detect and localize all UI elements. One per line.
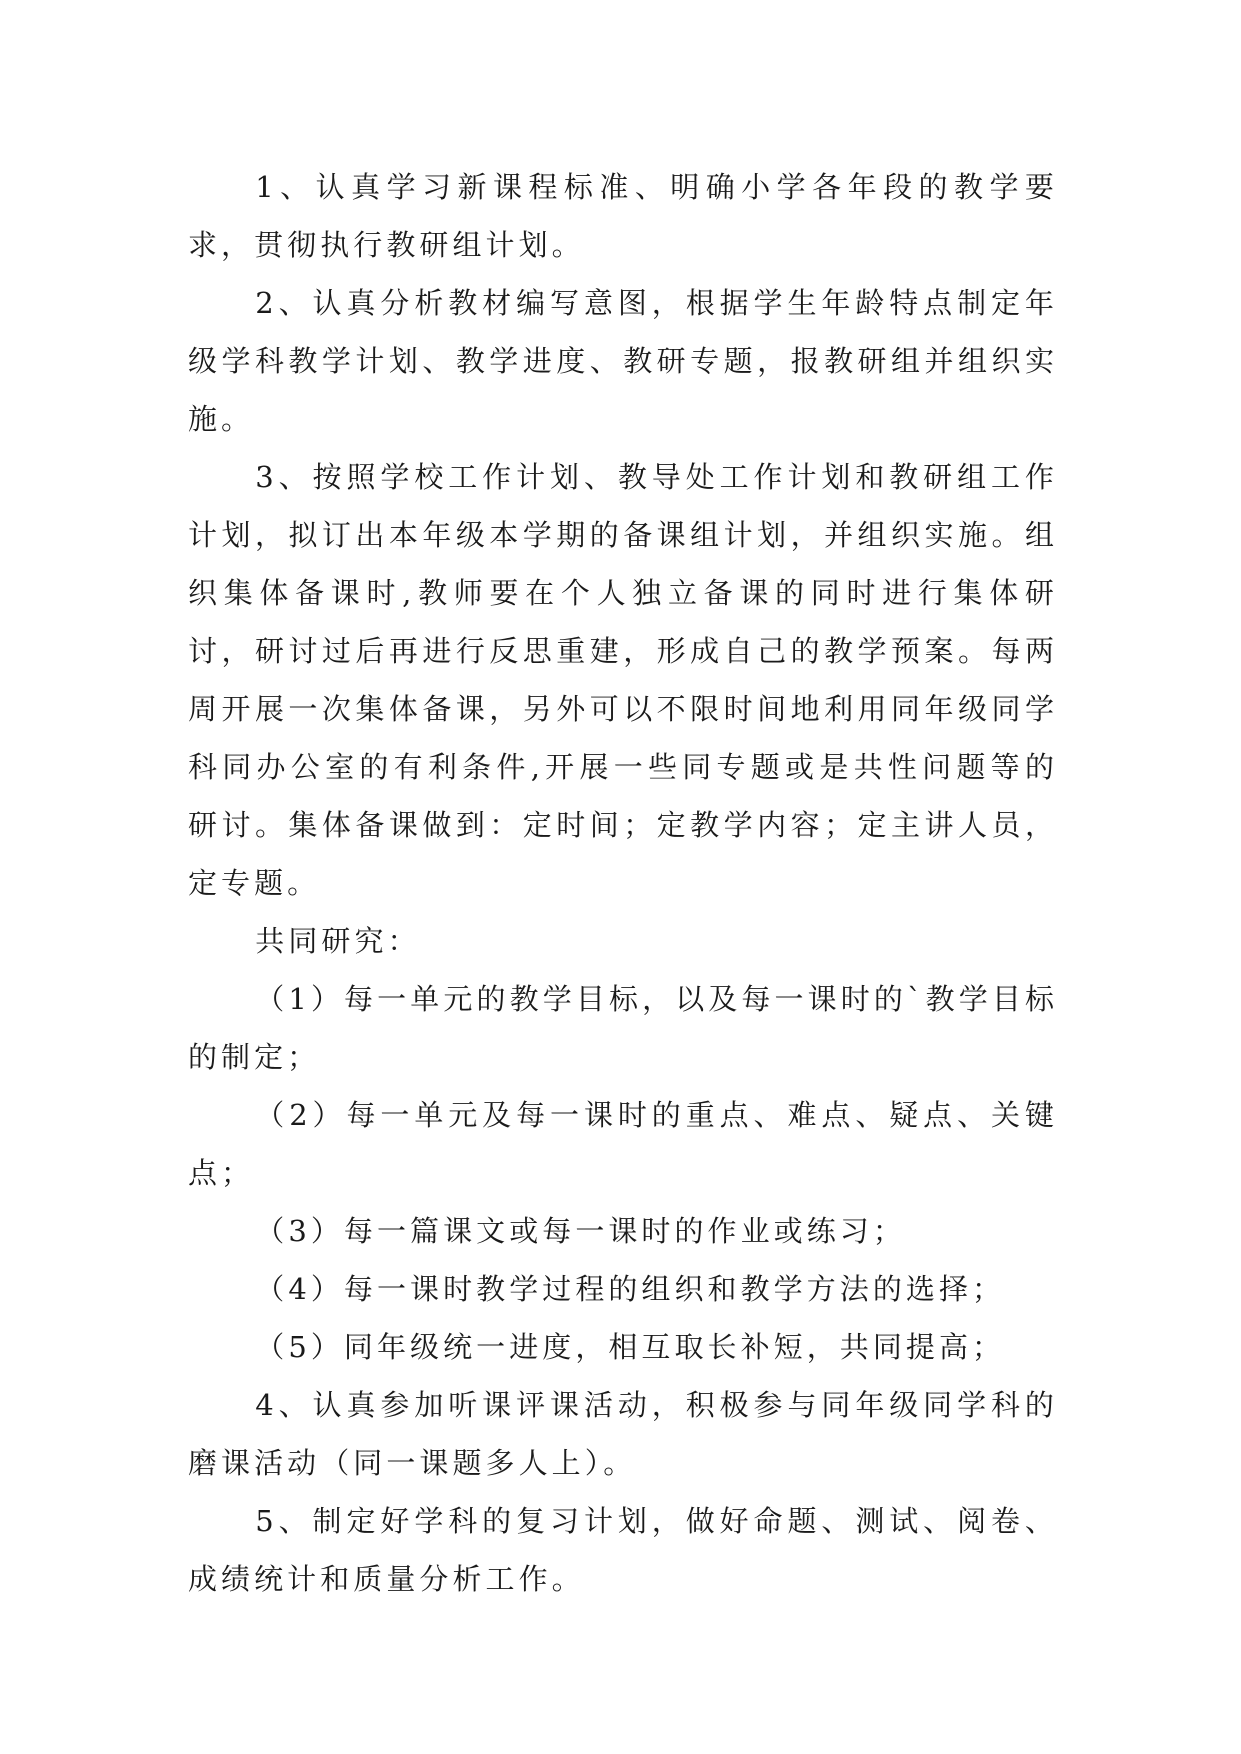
document-body <box>188 158 1058 1608</box>
paragraph-item-5: 5、制定好学科的复习计划，做好命题、测试、阅卷、成绩统计和质量分析工作。 <box>188 1504 1058 1596</box>
paragraph-joint-research: 共同研究： <box>255 924 421 958</box>
list-item-3: （3）每一篇课文或每一课时的作业或练习； <box>255 1214 906 1248</box>
paragraph-item-1: 1、认真学习新课程标准、明确小学各年段的教学要求，贯彻执行教研组计划。 <box>188 170 1058 262</box>
paragraph-item-3: 3、按照学校工作计划、教导处工作计划和教研组工作计划，拟订出本年级本学期的备课组计划，并组织实施。组织集体备课时,教师要在个人独立备课的同时进行集体研讨，研讨过后再进行反思重建，形成自己的教学预案。每两周开展一次集体备课，另外可以不限时间地利用同年级同学科同办公室的有利条件,开展一些同专题或是共性问题等的研讨。集体备课做到：定时间；定教学内容；定主讲人员，定专题。 <box>188 460 1058 900</box>
list-item-5: （5）同年级统一进度，相互取长补短，共同提高； <box>255 1330 1006 1364</box>
paragraph-item-4: 4、认真参加听课评课活动，积极参与同年级同学科的磨课活动（同一课题多人上）。 <box>188 1388 1058 1480</box>
list-item-4: （4）每一课时教学过程的组织和教学方法的选择； <box>255 1272 1006 1306</box>
list-item-2: （2）每一单元及每一课时的重点、难点、疑点、关键点； <box>188 1098 1058 1190</box>
list-item-1: （1）每一单元的教学目标，以及每一课时的`教学目标的制定； <box>188 982 1058 1074</box>
paragraph-item-2: 2、认真分析教材编写意图，根据学生年龄特点制定年级学科教学计划、教学进度、教研专题，报教研组并组织实施。 <box>188 286 1058 436</box>
